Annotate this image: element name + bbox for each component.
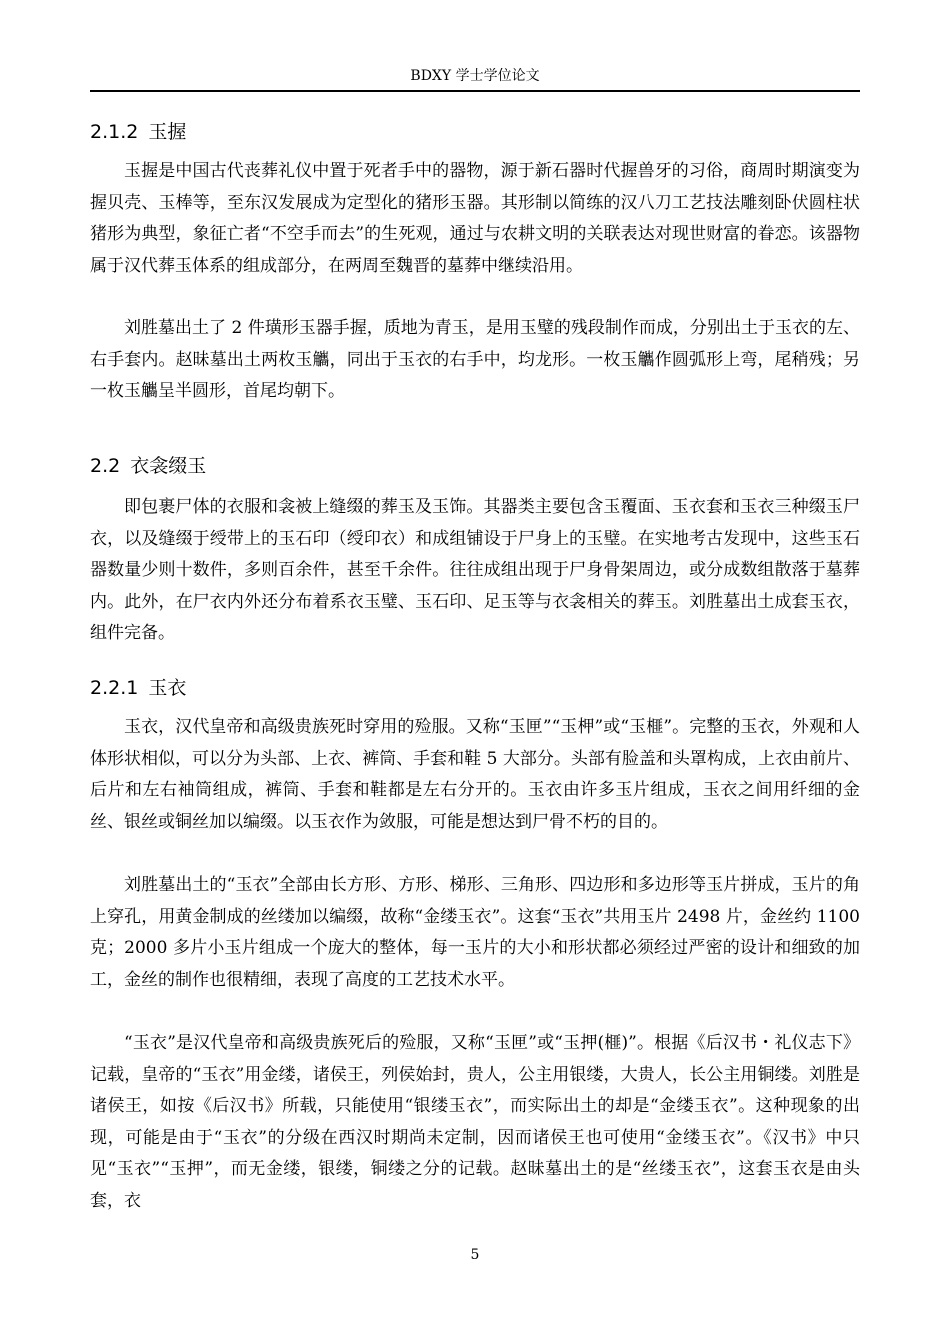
section-number: 2.2.1: [90, 677, 139, 699]
page-header: [90, 66, 860, 92]
paragraph: 即包裹尸体的衣服和衾被上缝缀的葬玉及玉饰。其器类主要包含玉覆面、玉衣套和玉衣三种缀玉尸衣，以及缝缀于绶带上的玉石印（绶印衣）和成组铺设于尸身上的玉璧。在实地考古发现中，这些玉石器数量少则十数件，多则百余件，甚至千余件。往往成组出现于尸身骨架周边，或分成数组散落于墓葬内。此外，在尸衣内外还分布着系衣玉璧、玉石印、足玉等与衣衾相关的葬玉。刘胜墓出土成套玉衣，组件完备。: [90, 497, 860, 643]
section-heading-2-2: [90, 454, 206, 478]
section-number: 2.1.2: [90, 121, 139, 143]
paragraph: 玉衣，汉代皇帝和高级贵族死时穿用的殓服。又称“玉匣”“玉柙”或“玉榧”。完整的玉衣，外观和人体形状相似，可以分为头部、上衣、裤筒、手套和鞋 5 大部分。头部有脸盖和头罩构成，上衣由前片、后片和左右袖筒组成，裤筒、手套和鞋都是左右分开的。玉衣由许多玉片组成，玉衣之间用纤细的金丝、银丝或铜丝加以编缀。以玉衣作为敛服，可能是想达到尸骨不朽的目的。: [90, 717, 860, 832]
header-title: BDXY 学士学位论文: [410, 68, 540, 84]
section-title: 衣衾缀玉: [130, 455, 207, 477]
section-title: 玉衣: [148, 677, 187, 699]
page-footer: [0, 1247, 950, 1263]
section-number: 2.2: [90, 455, 121, 477]
paragraph: 刘胜墓出土的“玉衣”全部由长方形、方形、梯形、三角形、四边形和多边形等玉片拼成，玉片的角上穿孔，用黄金制成的丝缕加以编缀，故称“金缕玉衣”。这套“玉衣”共用玉片 2498 片，金丝约 1100 克；2000 多片小玉片组成一个庞大的整体，每一玉片的大小和形状都必须经过严密的设计和细致的加工，金丝的制作也很精细，表现了高度的工艺技术水平。: [90, 875, 860, 990]
page-number: 5: [470, 1247, 480, 1263]
paragraph: 玉握是中国古代丧葬礼仪中置于死者手中的器物，源于新石器时代握兽牙的习俗，商周时期演变为握贝壳、玉棒等，至东汉发展成为定型化的猪形玉器。其形制以简练的汉八刀工艺技法雕刻卧伏圆柱状猪形为典型，象征亡者“不空手而去”的生死观，通过与农耕文明的关联表达对现世财富的眷恋。该器物属于汉代葬玉体系的组成部分，在两周至魏晋的墓葬中继续沿用。: [90, 161, 860, 276]
section-heading-2-2-1: [90, 676, 186, 700]
paragraph: 刘胜墓出土了 2 件璜形玉器手握，质地为青玉，是用玉璧的残段制作而成，分别出土于玉衣的左、右手套内。赵昧墓出土两枚玉觿，同出于玉衣的右手中，均龙形。一枚玉觿作圆弧形上弯，尾稍残；另一枚玉觿呈半圆形，首尾均朝下。: [90, 318, 860, 401]
section-heading-2-1-2: [90, 120, 186, 144]
paragraph: “玉衣”是汉代皇帝和高级贵族死后的殓服，又称“玉匣”或“玉押(榧)”。根据《后汉书・礼仪志下》记载，皇帝的“玉衣”用金缕，诸侯王，列侯始封，贵人，公主用银缕，大贵人，长公主用铜缕。刘胜是诸侯王，如按《后汉书》所载，只能使用“银缕玉衣”，而实际出土的却是“金缕玉衣”。这种现象的出现，可能是由于“玉衣”的分级在西汉时期尚未定制，因而诸侯王也可使用“金缕玉衣”。《汉书》中只见“玉衣”“玉押”，而无金缕，银缕，铜缕之分的记载。赵昧墓出土的是“丝缕玉衣”，这套玉衣是由头套，衣: [90, 1033, 860, 1211]
section-title: 玉握: [148, 121, 187, 143]
